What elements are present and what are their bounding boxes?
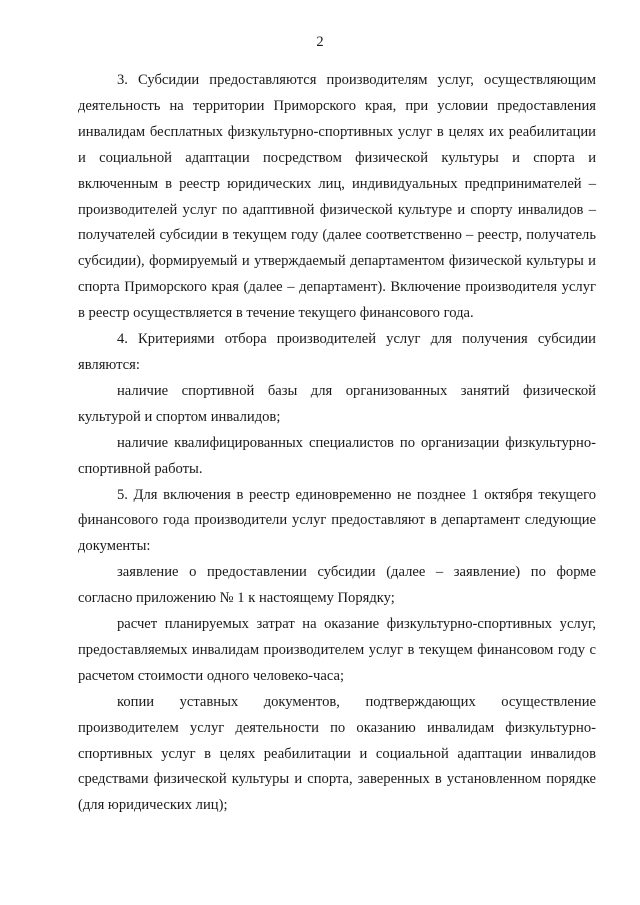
criterion-qualified-specialists: наличие квалифицированных специалистов по организации физкультурно-спортивной работы. <box>78 434 596 477</box>
page-number: 2 <box>316 34 324 50</box>
paragraph-4-selection-criteria: 4. Критериями отбора производителей услуг для получения субсидии являются: <box>78 331 596 373</box>
paragraph-3-subsidies-conditions: 3. Субсидии предоставляются производителям услуг, осуществляющим деятельность на территории Приморского края, при условии предоставления инвалидам бесплатных физкультурно-спортивных услуг в целях их реабилитации и социальной адаптации посредством физической культуры и спорта и включенным в реестр юридических лиц, индивидуальных предпринимателей – производителей услуг по адаптивной физической культуре и спорту инвалидов – получателей субсидии в текущем году (далее соответственно – реестр, получатель субсидии), формируемый и утверждаемый департаментом физической культуры и спорта Приморского края (далее – департамент). Включение производителя услуг в реестр осуществляется в течение текущего финансового года. <box>78 72 596 322</box>
paragraph-5-registry-documents: 5. Для включения в реестр единовременно не позднее 1 октября текущего финансового года производители услуг предоставляют в департамент следующие документы: <box>78 486 596 555</box>
document-item-cost-calculation: расчет планируемых затрат на оказание физкультурно-спортивных услуг, предоставляемых инвалидам производителем услуг в текущем финансовом году с расчетом стоимости одного человеко-часа; <box>78 616 596 684</box>
document-item-charter-copies: копии уставных документов, подтверждающих осуществление производителем услуг деятельности по оказанию инвалидам физкультурно-спортивных услуг в целях реабилитации и социальной адаптации инвалидов средствами физической культуры и спорта, заверенных в установленном порядке (для юридических лиц); <box>78 693 596 814</box>
criterion-sports-base: наличие спортивной базы для организованных занятий физической культурой и спортом инвалидов; <box>78 382 596 425</box>
document-body <box>78 68 596 819</box>
document-item-application: заявление о предоставлении субсидии (далее – заявление) по форме согласно приложению № 1 к настоящему Порядку; <box>78 564 596 607</box>
